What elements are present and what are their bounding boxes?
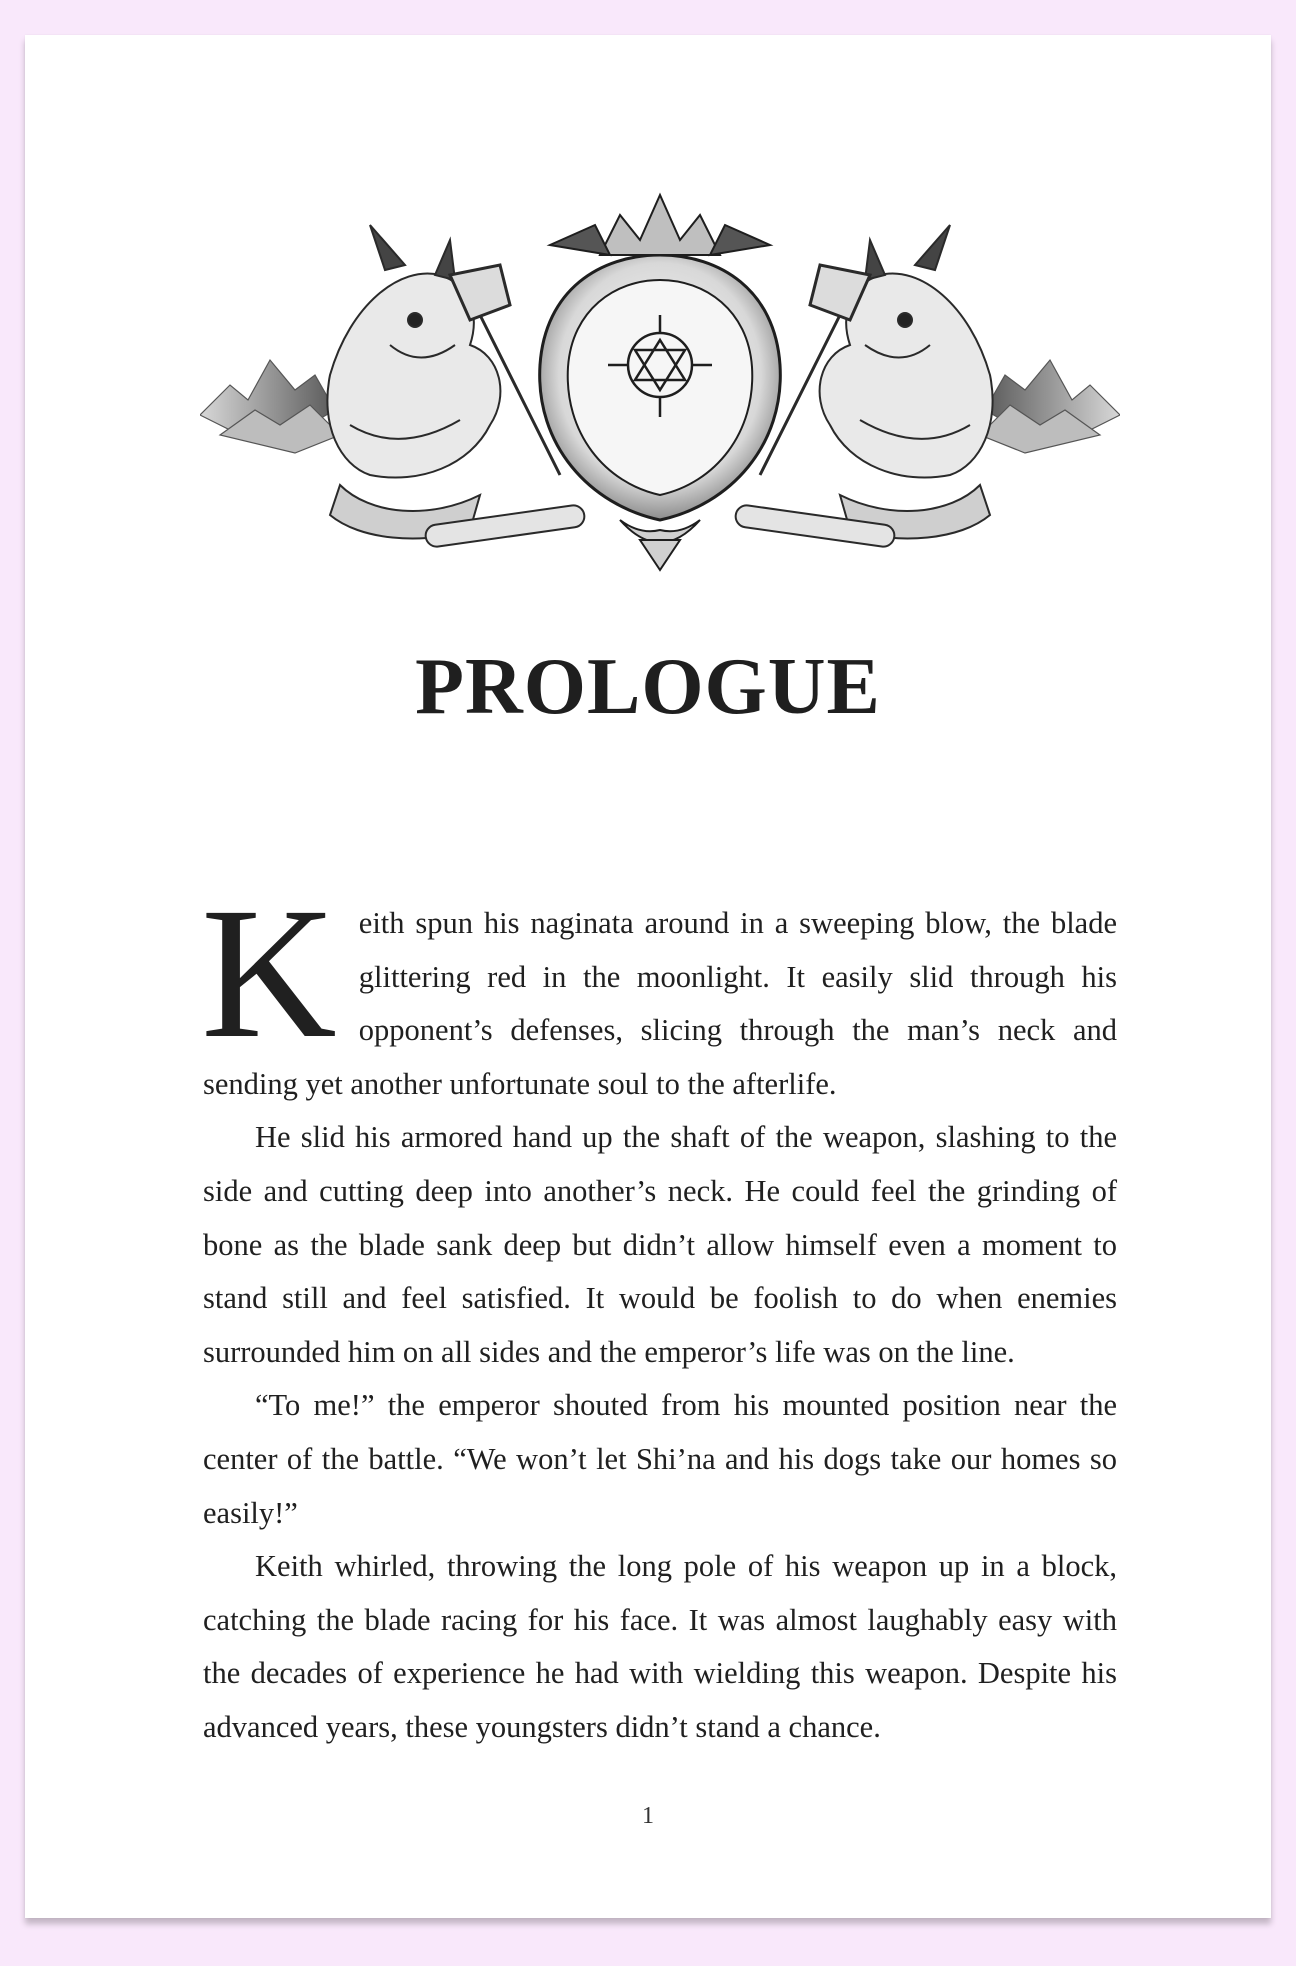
page-number: 1 <box>642 1803 654 1829</box>
chapter-title: PROLOGUE <box>415 643 881 731</box>
paragraph <box>201 868 1117 1111</box>
book-page <box>25 35 1271 1918</box>
paragraph-text: eith spun his naginata around in a sweeping blow, the blade glittering red in the moonlight. It easily slid through his opponent’s defenses, slicing through the man’s neck and sending yet another unfortunate soul to the afterlife. <box>203 906 1117 1101</box>
drop-cap: K <box>201 868 337 1077</box>
paragraph: “To me!” the emperor shouted from his mounted position near the center of the battle. “We won’t let Shi’na and his dogs take our homes so easily!” <box>203 1388 1117 1530</box>
paragraph: He slid his armored hand up the shaft of the weapon, slashing to the side and cutting deep into another’s neck. He could feel the grinding of bone as the blade sank deep but didn’t allow himself even a moment to stand still and feel satisfied. It would be foolish to do when enemies surrounded him on all sides and the emperor’s life was on the line. <box>203 1120 1117 1369</box>
heraldic-crest-icon <box>200 185 1120 575</box>
paragraph: Keith whirled, throwing the long pole of his weapon up in a block, catching the blade racing for his face. It was almost laughably easy with the decades of experience he had with wielding this weapon. Despite his advanced years, these youngsters didn’t stand a chance. <box>203 1549 1117 1744</box>
chapter-body <box>201 868 1117 1755</box>
